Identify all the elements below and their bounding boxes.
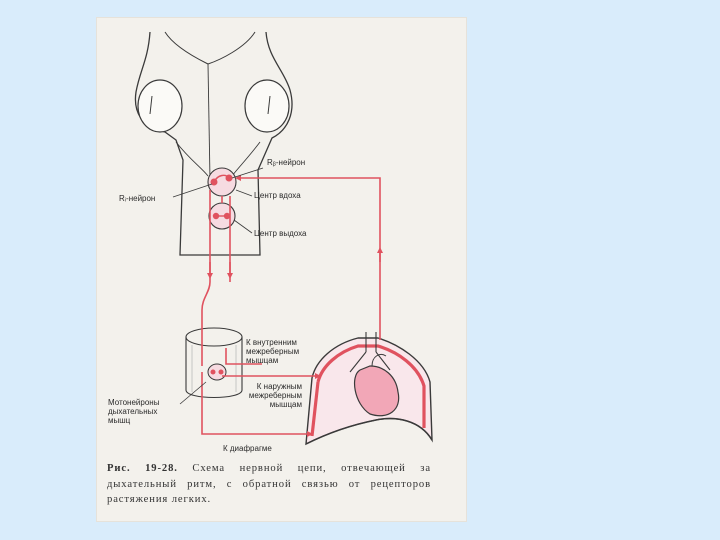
- label-ri-neuron: Rᵢ-нейрон: [119, 194, 156, 203]
- caption-figure-number: Рис. 19-28.: [107, 463, 178, 474]
- label-line: мышцам: [269, 400, 302, 409]
- label-inhale-center: Центр вдоха: [254, 191, 301, 200]
- label-line: дыхательных: [108, 407, 158, 416]
- label-to-external-intercostal: [228, 382, 302, 409]
- label-exhale-center: Центр выдоха: [254, 229, 307, 238]
- cerebellar-peduncle-left: [138, 80, 182, 132]
- figure-caption: [107, 461, 431, 508]
- inspiratory-center: [208, 168, 236, 196]
- label-line: Мотонейроны: [108, 398, 160, 407]
- label-line: межреберным: [246, 347, 300, 356]
- label-line: мышц: [108, 416, 131, 425]
- label-line: К внутренним: [246, 338, 297, 347]
- label-respiratory-motoneurons: [108, 398, 159, 425]
- label-rb-neuron: Rᵦ-нейрон: [267, 158, 306, 167]
- thorax-with-lungs: [306, 332, 432, 444]
- label-line: мышцам: [246, 356, 279, 365]
- expiratory-center: [209, 203, 235, 229]
- cerebellar-peduncle-right: [245, 80, 289, 132]
- label-line: межреберным: [248, 391, 302, 400]
- label-to-internal-intercostal: [246, 338, 299, 365]
- caption-text: Схема нервной цепи, отвечающей за дыхательный ритм, с обратной связью от рецепторов растяжения легких.: [107, 463, 431, 505]
- label-to-diaphragm: К диафрагме: [223, 444, 272, 453]
- label-line: К наружным: [256, 382, 302, 391]
